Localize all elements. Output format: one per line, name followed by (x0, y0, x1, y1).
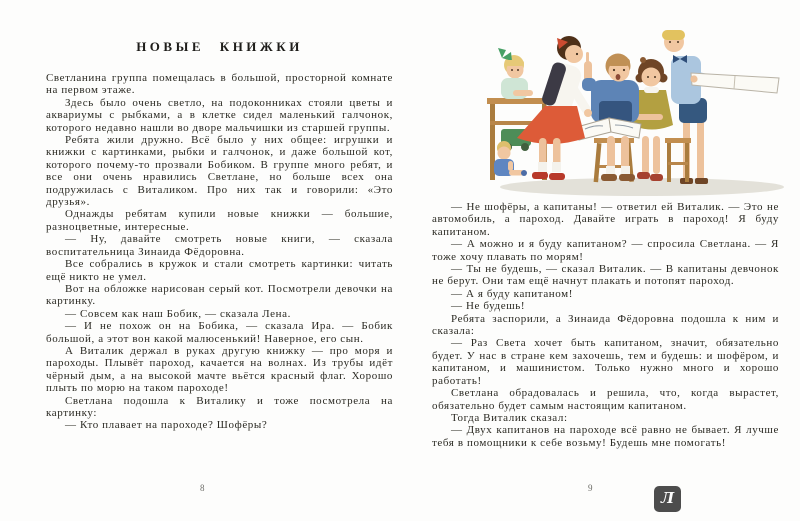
paragraph: Здесь было очень светло, на подоконниках стояли цветы и аквариумы с рыбками, а в клетке сидел маленький галчонок, которого недавно нашли во дворе мальчишки из старшей группы. (46, 96, 393, 134)
paragraph: А Виталик держал в руках другую книжку — про моря и пароходы. Плывёт пароход, качается на волнах. Из трубы идёт чёрный дым, а на высокой мачте вьётся красный флаг. Хорошо плыть по морю на таком пароходе! (46, 344, 393, 395)
labirint-logo-letter: Л (660, 488, 675, 507)
paper-sheet (691, 73, 779, 93)
labirint-logo (654, 486, 681, 512)
left-page-text (46, 72, 393, 432)
stool-right (665, 138, 691, 182)
paragraph: Тогда Виталик сказал: (451, 411, 568, 424)
girl-at-table (498, 48, 533, 99)
story-illustration (487, 26, 787, 200)
paragraph: — Кто плавает на пароходе? Шофёры? (65, 419, 268, 432)
paragraph: — Двух капитанов на пароходе всё равно не бывает. Я лучше тебя в помощники к себе возьму! Будешь мне помогать! (432, 424, 779, 449)
paragraph: — Ты не будешь, — сказал Виталик. — В капитаны девчонок не берут. Они там ещё начнут плакать и потопят пароход. (432, 263, 779, 288)
page-number-left: 8 (200, 483, 205, 493)
paragraph: Однажды ребятам купили новые книжки — большие, разноцветные, интересные. (46, 208, 393, 233)
paragraph: Ребята жили дружно. Всё было у них общее: игрушки и книжки с картинками, рыбки и галчонок, и даже большой кот, которого почему-то прозвали Бобиком. В группе много ребят, и все они очень нравились Светлане, но больше всех она подружилась с Виталиком. Про них так и говорили: «Это друзья». (46, 134, 393, 209)
paragraph: Светланина группа помещалась в большой, просторной комнате на первом этаже. (46, 72, 393, 97)
paragraph: — Раз Света хочет быть капитаном, значит, обязательно будет. У нас в стране кем захочешь, тем и будешь: и шофёром, и капитаном, и машинистом. Только нужно много и хорошо работать! (432, 337, 779, 387)
paragraph: — А можно и я буду капитаном? — спросила Светлана. — Я тоже хочу плавать по морям! (432, 238, 779, 263)
standing-girl (517, 36, 592, 180)
ground-shadow (500, 178, 784, 196)
left-page (46, 40, 393, 432)
paragraph: Все собрались в кружок и стали смотреть картинки: читать ещё никто не умел. (46, 258, 393, 283)
paragraph: Вот на обложке нарисован серый кот. Посмотрели девочки на картинку. (46, 282, 393, 308)
paragraph: — И не похож он на Бобика, — сказала Ира. — Бобик большой, а этот вон какой малюсенький! Наверное, его сын. (46, 320, 393, 345)
paragraph: — Не шофёры, а капитаны! — ответил ей Виталик. — Это не автомобиль, а пароход. Давайте играть в пароход! Я буду капитаном. (432, 201, 779, 238)
chapter-title: НОВЫЕ КНИЖКИ (136, 39, 303, 54)
right-page (432, 201, 779, 449)
paragraph: — А я буду капитаном! (451, 287, 573, 300)
paragraph: — Не будешь! (451, 300, 526, 313)
sitting-girl (631, 57, 673, 181)
paragraph: Ребята заспорили, а Зинаида Фёдоровна подошла к ним и сказала: (432, 312, 779, 338)
right-page-text (432, 201, 779, 449)
paragraph: Светлана обрадовалась и решила, что, когда вырастет, обязательно будет самым настоящим капитаном. (432, 387, 779, 412)
paragraph: Светлана подошла к Виталику и тоже посмотрела на картинку: (46, 394, 393, 419)
page-number-right: 9 (588, 483, 593, 493)
paragraph: — Совсем как наш Бобик, — сказала Лена. (65, 307, 291, 320)
paragraph: — Ну, давайте смотреть новые книги, — сказала воспитательница Зинаида Фёдоровна. (46, 233, 393, 258)
standing-boy (662, 30, 779, 184)
